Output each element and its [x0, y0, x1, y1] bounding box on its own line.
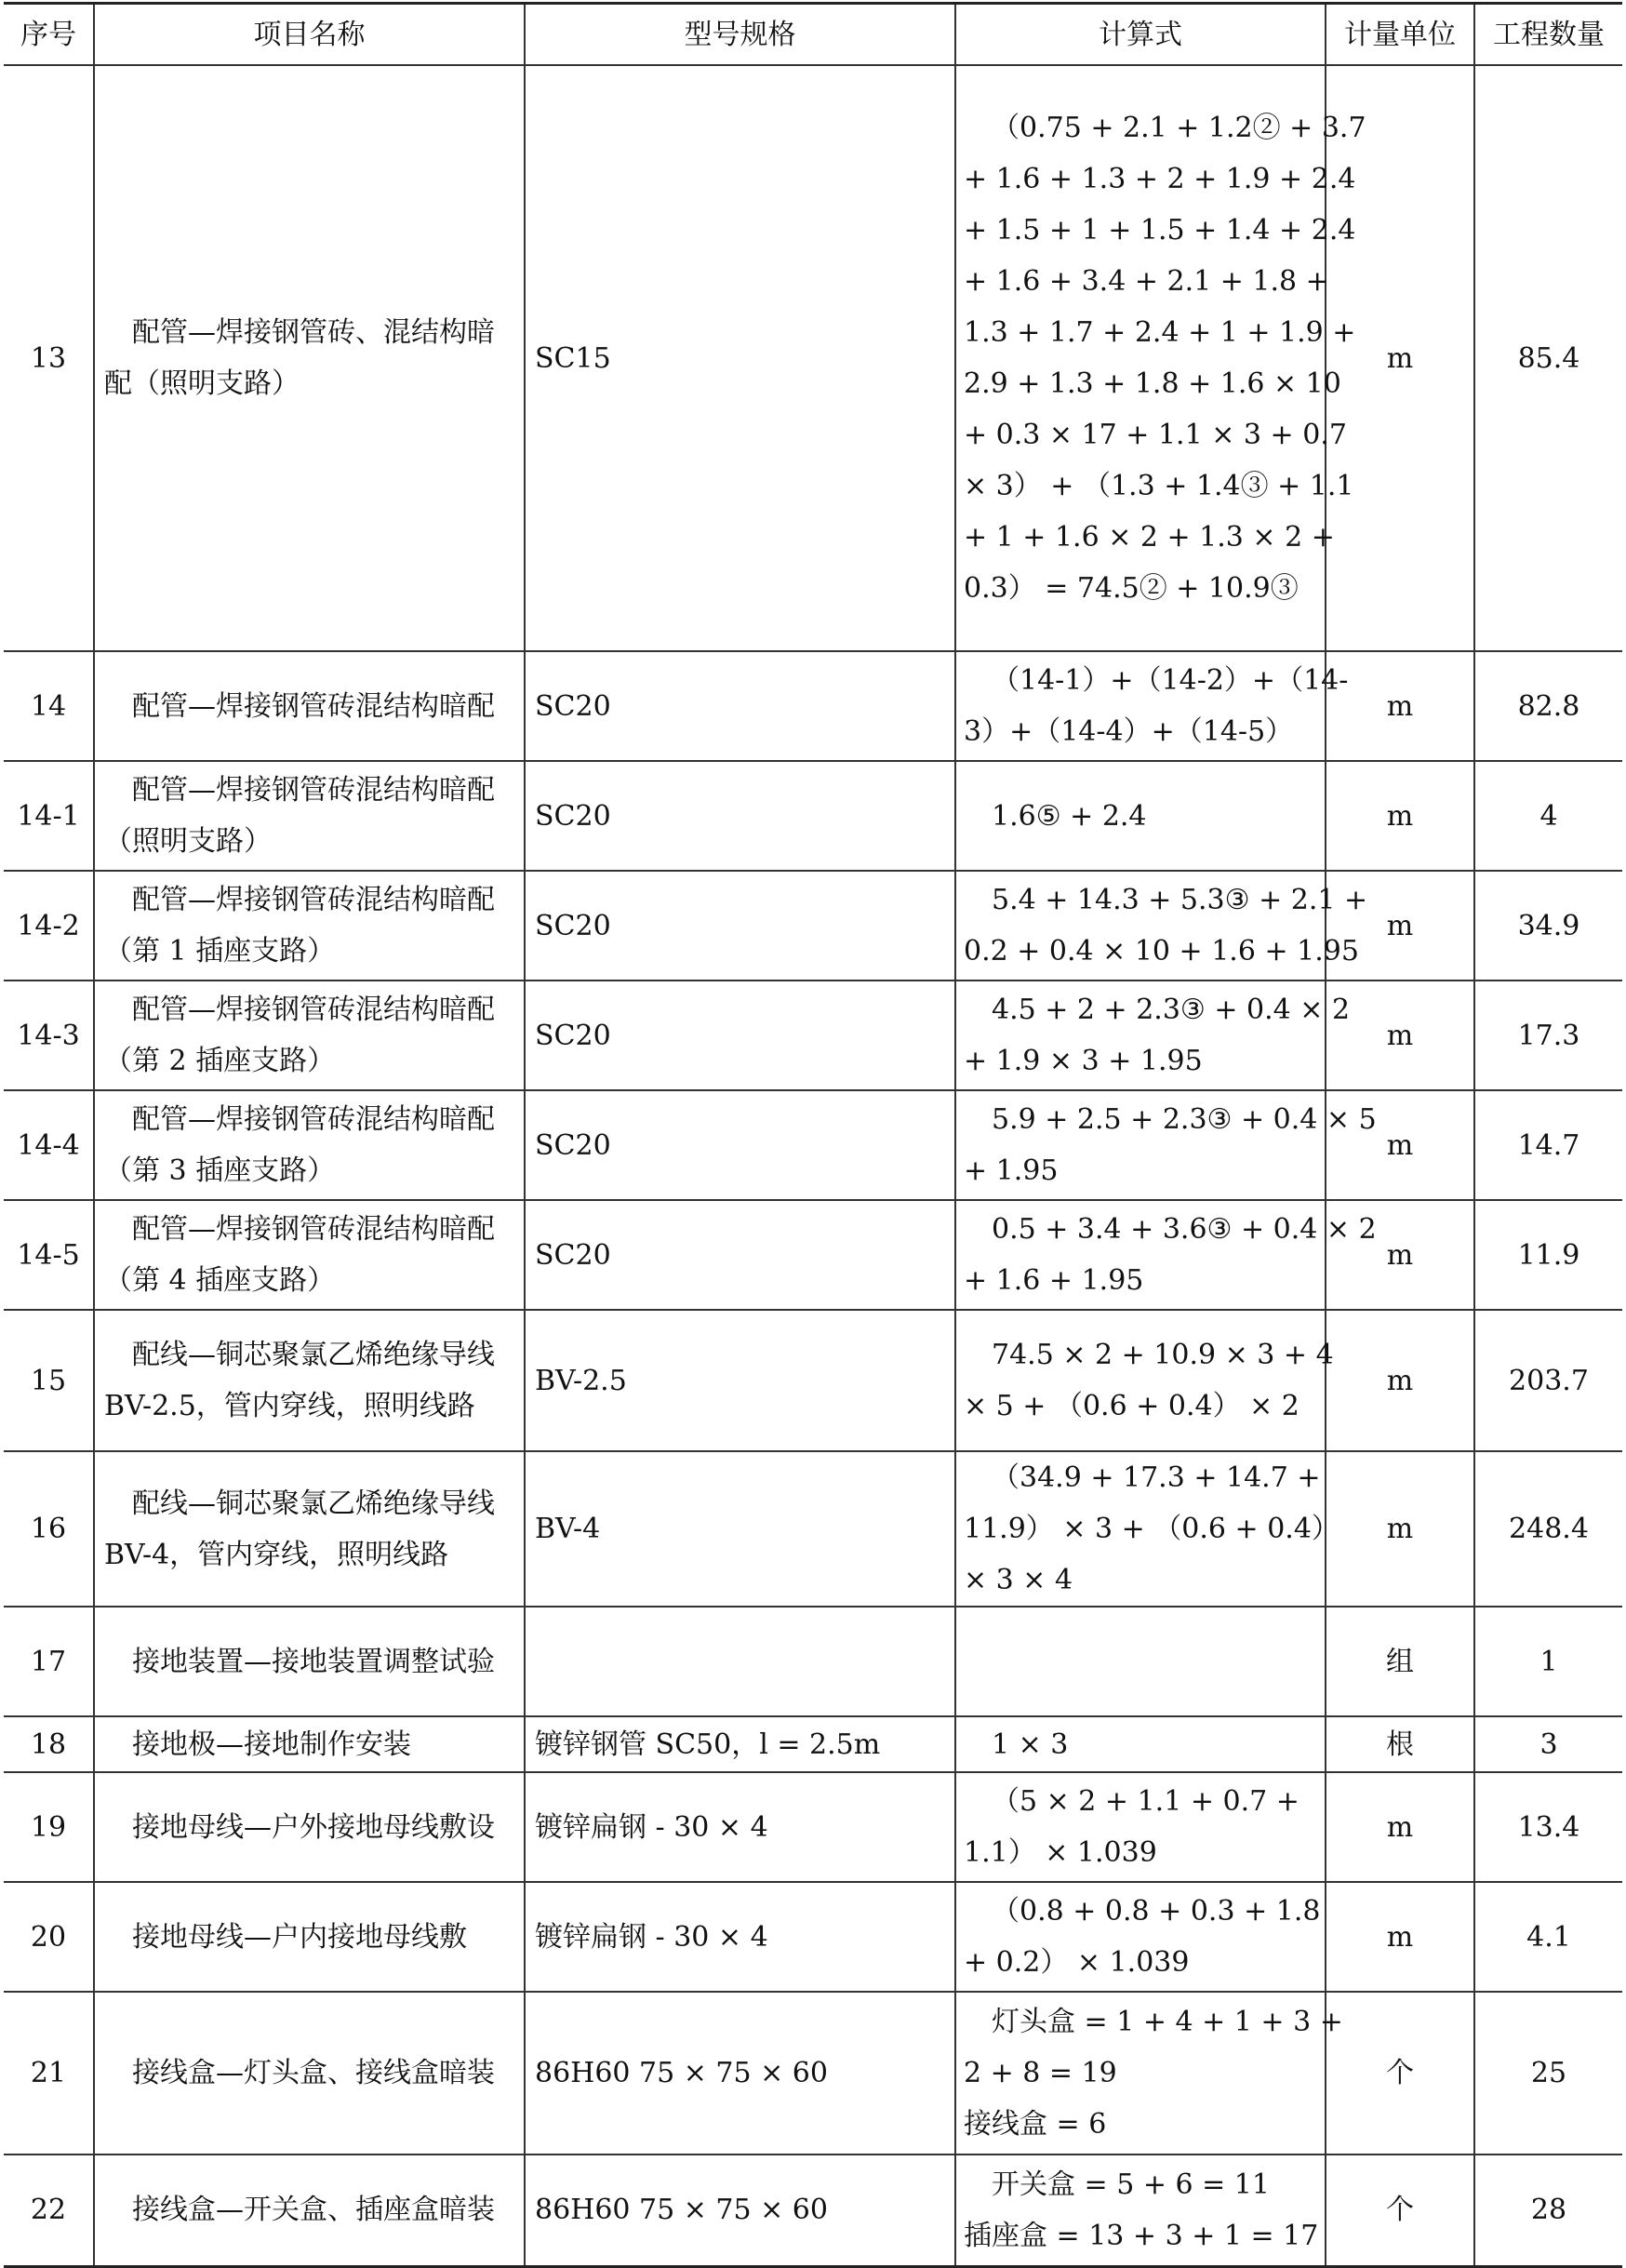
- row-qty: 4.1: [1474, 1882, 1622, 1992]
- calc-line: + 1.5 + 1 + 1.5 + 1.4 + 2.4: [964, 214, 1356, 247]
- header-unit: 计量单位: [1326, 4, 1474, 66]
- row-qty: 3: [1474, 1716, 1622, 1772]
- row-name-text: 配管—焊接钢管砖混结构暗配: [132, 689, 495, 723]
- row-name-text: 接地极—接地制作安装: [132, 1728, 411, 1761]
- row-qty: 85.4: [1474, 65, 1622, 651]
- calc-line: 74.5 × 2 + 10.9 × 3 + 4: [992, 1339, 1334, 1371]
- table-row: [4, 1090, 1622, 1200]
- row-calc: [955, 871, 1368, 981]
- row-qty: 25: [1474, 1992, 1622, 2155]
- row-unit: m: [1326, 65, 1474, 651]
- row-spec: SC20: [525, 981, 955, 1090]
- row-calc: [955, 1310, 1334, 1451]
- row-qty: 4: [1474, 761, 1622, 871]
- row-name-text: 配管—焊接钢管砖混结构暗配（第 4 插座支路）: [104, 1213, 495, 1297]
- header-calc: 计算式: [955, 4, 1326, 66]
- row-unit: m: [1326, 1451, 1474, 1607]
- row-name: [94, 761, 525, 871]
- row-no: 15: [4, 1310, 94, 1451]
- row-spec: [525, 1607, 955, 1716]
- row-qty: 34.9: [1474, 871, 1622, 981]
- row-no: 20: [4, 1882, 94, 1992]
- row-no: 18: [4, 1716, 94, 1772]
- row-no: 13: [4, 65, 94, 651]
- calc-line: （0.8 + 0.8 + 0.3 + 1.8: [992, 1895, 1321, 1928]
- calc-line: + 1.9 × 3 + 1.95: [964, 1045, 1203, 1077]
- table-row: [4, 65, 1622, 651]
- row-no: 17: [4, 1607, 94, 1716]
- row-unit: m: [1326, 1200, 1474, 1310]
- row-spec: 86H60 75 × 75 × 60: [525, 1992, 955, 2155]
- table-row: [4, 1716, 1622, 1772]
- calc-line: + 0.2） × 1.039: [964, 1946, 1190, 1979]
- calc-line: 2.9 + 1.3 + 1.8 + 1.6 × 10: [964, 367, 1341, 400]
- row-qty: 1: [1474, 1607, 1622, 1716]
- table-row: [4, 1992, 1622, 2155]
- row-spec: SC20: [525, 1200, 955, 1310]
- row-spec: SC20: [525, 871, 955, 981]
- row-name-text: 接地母线—户外接地母线敷设: [132, 1810, 495, 1844]
- calc-line: + 0.3 × 17 + 1.1 × 3 + 0.7: [964, 419, 1347, 451]
- row-no: 14-5: [4, 1200, 94, 1310]
- row-unit: m: [1326, 1772, 1474, 1882]
- row-unit: 个: [1326, 1992, 1474, 2155]
- row-calc: [955, 1607, 1326, 1716]
- calc-line: 插座盒 = 13 + 3 + 1 = 17: [964, 2219, 1319, 2252]
- header-no: 序号: [4, 4, 94, 66]
- calc-line: 11.9） × 3 + （0.6 + 0.4）: [964, 1513, 1339, 1545]
- row-name: [94, 1882, 525, 1992]
- row-qty: 28: [1474, 2155, 1622, 2266]
- row-calc: [955, 1200, 1377, 1310]
- row-unit: 根: [1326, 1716, 1474, 1772]
- row-name-text: 配管—焊接钢管砖混结构暗配（第 2 插座支路）: [104, 994, 495, 1077]
- row-no: 14-4: [4, 1090, 94, 1200]
- row-qty: 82.8: [1474, 651, 1622, 761]
- table-row: [4, 761, 1622, 871]
- row-name-text: 配管—焊接钢管砖、混结构暗配（照明支路）: [104, 316, 495, 400]
- row-qty: 203.7: [1474, 1310, 1622, 1451]
- row-name: [94, 1090, 525, 1200]
- row-no: 21: [4, 1992, 94, 2155]
- row-calc: [955, 981, 1351, 1090]
- table-row: [4, 1451, 1622, 1607]
- row-no: 22: [4, 2155, 94, 2266]
- row-name-text: 接地装置—接地装置调整试验: [132, 1645, 495, 1678]
- calc-line: 接线盒 = 6: [964, 2108, 1107, 2141]
- row-name-text: 接地母线—户内接地母线敷: [132, 1920, 467, 1954]
- row-name: [94, 651, 525, 761]
- calc-line: 5.9 + 2.5 + 2.3③ + 0.4 × 5: [992, 1103, 1377, 1136]
- row-no: 14: [4, 651, 94, 761]
- row-no: 16: [4, 1451, 94, 1607]
- row-spec: SC20: [525, 1090, 955, 1200]
- calc-line: + 1.95: [964, 1154, 1059, 1187]
- table-row: [4, 1772, 1622, 1882]
- row-calc: [955, 1716, 1326, 1772]
- row-name-text: 接线盒—灯头盒、接线盒暗装: [132, 2057, 495, 2089]
- calc-line: 0.5 + 3.4 + 3.6③ + 0.4 × 2: [992, 1213, 1377, 1246]
- row-qty: 248.4: [1474, 1451, 1622, 1607]
- row-spec: 86H60 75 × 75 × 60: [525, 2155, 955, 2266]
- calc-line: + 1.6 + 1.95: [964, 1264, 1144, 1297]
- table-row: [4, 871, 1622, 981]
- row-unit: 组: [1326, 1607, 1474, 1716]
- row-name: [94, 871, 525, 981]
- row-qty: 14.7: [1474, 1090, 1622, 1200]
- row-name: [94, 1310, 525, 1451]
- table-row: [4, 1882, 1622, 1992]
- row-spec: 镀锌钢管 SC50，l = 2.5m: [525, 1716, 955, 1772]
- row-unit: m: [1326, 1310, 1474, 1451]
- calc-line: 1.6⑤ + 2.4: [992, 799, 1147, 833]
- row-calc: [955, 761, 1326, 871]
- row-no: 14-3: [4, 981, 94, 1090]
- calc-line: × 3） + （1.3 + 1.4③ + 1.1: [964, 470, 1354, 502]
- calc-line: 3）+（14-4）+（14-5）: [964, 715, 1294, 748]
- calc-line: 5.4 + 14.3 + 5.3③ + 2.1 +: [992, 884, 1368, 916]
- row-spec: SC20: [525, 651, 955, 761]
- row-name: [94, 1772, 525, 1882]
- row-name: [94, 2155, 525, 2266]
- table-row: [4, 2155, 1622, 2266]
- header-spec: 型号规格: [525, 4, 955, 66]
- calc-line: × 3 × 4: [964, 1564, 1073, 1596]
- row-calc: [955, 1451, 1339, 1607]
- row-name: [94, 1451, 525, 1607]
- row-qty: 11.9: [1474, 1200, 1622, 1310]
- calc-line: 0.3） = 74.5② + 10.9③: [964, 572, 1299, 605]
- row-unit: m: [1326, 651, 1474, 761]
- calc-line: 1 × 3: [992, 1728, 1069, 1761]
- calc-line: 0.2 + 0.4 × 10 + 1.6 + 1.95: [964, 935, 1359, 967]
- row-no: 14-2: [4, 871, 94, 981]
- row-spec: BV-2.5: [525, 1310, 955, 1451]
- row-spec: BV-4: [525, 1451, 955, 1607]
- row-name-text: 配线—铜芯聚氯乙烯绝缘导线 BV-2.5，管内穿线，照明线路: [104, 1339, 495, 1422]
- row-name-text: 配线—铜芯聚氯乙烯绝缘导线 BV-4，管内穿线，照明线路: [104, 1487, 495, 1571]
- row-no: 14-1: [4, 761, 94, 871]
- calc-line: （14-1）+（14-2）+（14-: [992, 664, 1349, 697]
- calc-line: 2 + 8 = 19: [964, 2057, 1117, 2089]
- calc-line: + 1 + 1.6 × 2 + 1.3 × 2 +: [964, 521, 1335, 554]
- calc-line: × 5 + （0.6 + 0.4） × 2: [964, 1390, 1299, 1422]
- calc-line: 1.1） × 1.039: [964, 1836, 1157, 1869]
- row-name-text: 配管—焊接钢管砖混结构暗配（第 3 插座支路）: [104, 1103, 495, 1187]
- row-unit: m: [1326, 871, 1474, 981]
- row-name: [94, 1200, 525, 1310]
- row-name-text: 配管—焊接钢管砖混结构暗配（第 1 插座支路）: [104, 884, 495, 967]
- table-row: [4, 1200, 1622, 1310]
- row-name: [94, 981, 525, 1090]
- row-spec: SC20: [525, 761, 955, 871]
- row-spec: SC15: [525, 65, 955, 651]
- row-unit: m: [1326, 1882, 1474, 1992]
- row-calc: [955, 1772, 1326, 1882]
- row-unit: 个: [1326, 2155, 1474, 2266]
- calc-line: 开关盒 = 5 + 6 = 11: [992, 2168, 1270, 2201]
- row-name: [94, 65, 525, 651]
- row-unit: m: [1326, 761, 1474, 871]
- row-name: [94, 1992, 525, 2155]
- row-spec: 镀锌扁钢 - 30 × 4: [525, 1772, 955, 1882]
- calc-line: + 1.6 + 3.4 + 2.1 + 1.8 +: [964, 265, 1329, 298]
- quantity-table: [4, 2, 1622, 2268]
- calc-line: + 1.6 + 1.3 + 2 + 1.9 + 2.4: [964, 163, 1356, 195]
- row-no: 19: [4, 1772, 94, 1882]
- calc-line: （5 × 2 + 1.1 + 0.7 +: [992, 1785, 1299, 1818]
- row-calc: [955, 1992, 1343, 2155]
- calc-line: 灯头盒 = 1 + 4 + 1 + 3 +: [992, 2006, 1343, 2038]
- row-calc: [955, 65, 1366, 651]
- row-calc: [955, 1090, 1377, 1200]
- calc-line: 4.5 + 2 + 2.3③ + 0.4 × 2: [992, 994, 1351, 1026]
- table-header-row: [4, 4, 1622, 66]
- row-name: [94, 1607, 525, 1716]
- table-row: [4, 981, 1622, 1090]
- row-name-text: 配管—焊接钢管砖混结构暗配（照明支路）: [104, 774, 495, 858]
- calc-line: （0.75 + 2.1 + 1.2② + 3.7: [992, 112, 1366, 144]
- row-qty: 17.3: [1474, 981, 1622, 1090]
- row-calc: [955, 1882, 1326, 1992]
- table-row: [4, 1310, 1622, 1451]
- row-name-text: 接线盒—开关盒、插座盒暗装: [132, 2194, 495, 2227]
- row-name: [94, 1716, 525, 1772]
- calc-line: （34.9 + 17.3 + 14.7 +: [992, 1461, 1321, 1494]
- header-qty: 工程数量: [1474, 4, 1622, 66]
- calc-line: 1.3 + 1.7 + 2.4 + 1 + 1.9 +: [964, 316, 1356, 349]
- row-qty: 13.4: [1474, 1772, 1622, 1882]
- row-calc: [955, 2155, 1326, 2266]
- row-unit: m: [1326, 1090, 1474, 1200]
- table-row: [4, 1607, 1622, 1716]
- header-name: 项目名称: [94, 4, 525, 66]
- row-calc: [955, 651, 1349, 761]
- quantity-table-sheet: [4, 2, 1622, 2268]
- table-row: [4, 651, 1622, 761]
- row-spec: 镀锌扁钢 - 30 × 4: [525, 1882, 955, 1992]
- row-unit: m: [1326, 981, 1474, 1090]
- table-body: [4, 65, 1622, 2266]
